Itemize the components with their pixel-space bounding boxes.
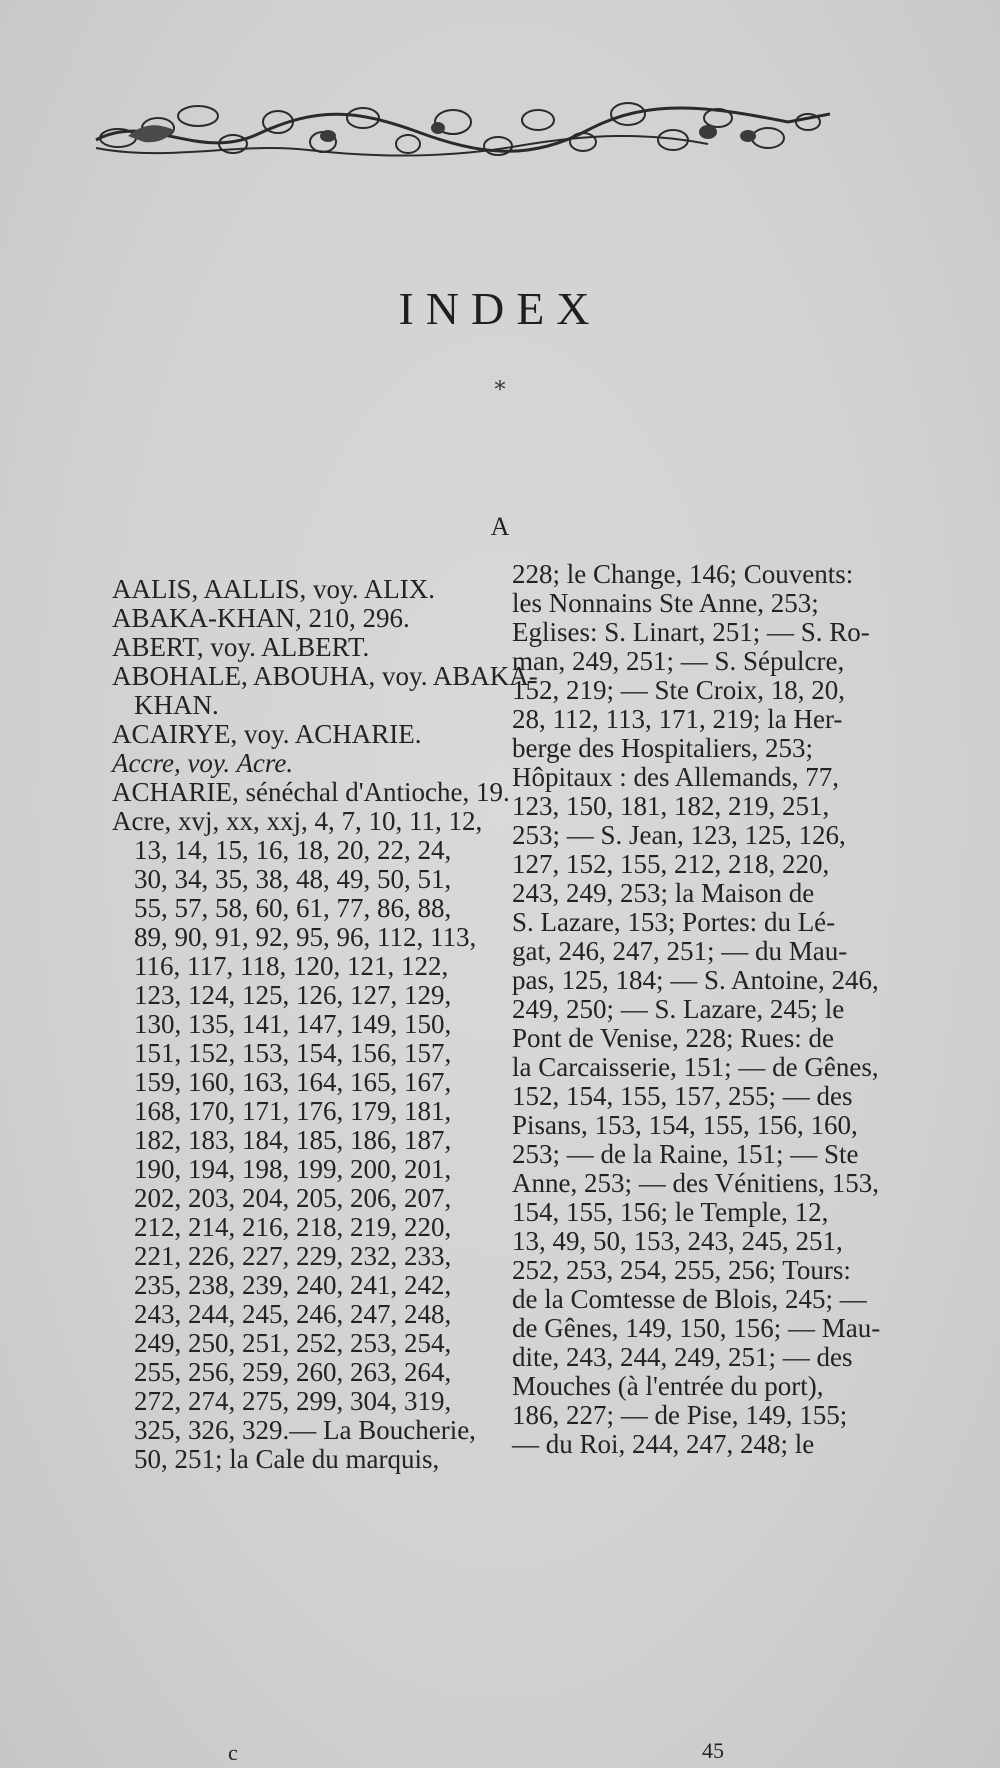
- index-line: S. Lazare, 153; Portes: du Lé-: [512, 907, 836, 937]
- index-line: 212, 214, 216, 218, 219, 220,: [134, 1212, 452, 1242]
- index-line: Eglises: S. Linart, 251; — S. Ro-: [512, 617, 870, 647]
- index-line: ACHARIE, sénéchal d'Antioche, 19.: [112, 777, 510, 807]
- index-line: 30, 34, 35, 38, 48, 49, 50, 51,: [134, 864, 452, 894]
- index-line: 28, 112, 113, 171, 219; la Her-: [512, 704, 843, 734]
- index-line: 89, 90, 91, 92, 95, 96, 112, 113,: [134, 922, 477, 952]
- index-line: 152, 219; — Ste Croix, 18, 20,: [512, 675, 846, 705]
- index-line: 243, 244, 245, 246, 247, 248,: [134, 1299, 452, 1329]
- index-line: Acre, xvj, xx, xxj, 4, 7, 10, 11, 12,: [112, 806, 483, 836]
- index-line: dite, 243, 244, 249, 251; — des: [512, 1342, 853, 1372]
- index-line: pas, 125, 184; — S. Antoine, 246,: [512, 965, 879, 995]
- index-line: Pisans, 153, 154, 155, 156, 160,: [512, 1110, 858, 1140]
- index-line: 252, 253, 254, 255, 256; Tours:: [512, 1255, 851, 1285]
- index-line: de la Comtesse de Blois, 245; —: [512, 1284, 867, 1314]
- index-line: Mouches (à l'entrée du port),: [512, 1371, 824, 1401]
- vine-ornament-icon: [88, 92, 840, 172]
- index-column-right: [512, 559, 881, 1459]
- index-line: Pont de Venise, 228; Rues: de: [512, 1023, 834, 1053]
- index-line: 13, 49, 50, 153, 243, 245, 251,: [512, 1226, 843, 1256]
- index-line: les Nonnains Ste Anne, 253;: [512, 588, 819, 618]
- section-letter: A: [490, 512, 510, 541]
- index-line: man, 249, 251; — S. Sépulcre,: [512, 646, 845, 676]
- index-line: ACAIRYE, voy. ACHARIE.: [112, 719, 422, 749]
- index-line: 202, 203, 204, 205, 206, 207,: [134, 1183, 452, 1213]
- index-line: 186, 227; — de Pise, 149, 155;: [512, 1400, 848, 1430]
- index-line: gat, 246, 247, 251; — du Mau-: [512, 936, 848, 966]
- index-line: 13, 14, 15, 16, 18, 20, 22, 24,: [134, 835, 452, 865]
- index-line: 190, 194, 198, 199, 200, 201,: [134, 1154, 452, 1184]
- index-line: 154, 155, 156; le Temple, 12,: [512, 1197, 829, 1227]
- index-line: 243, 249, 253; la Maison de: [512, 878, 815, 908]
- index-line: ABAKA-KHAN, 210, 296.: [112, 603, 410, 633]
- index-line: ABOHALE, ABOUHA, voy. ABAKA-: [112, 661, 538, 691]
- section-ornament-asterisk: *: [494, 378, 506, 403]
- index-column-left: [112, 574, 538, 1474]
- index-line: 255, 256, 259, 260, 263, 264,: [134, 1357, 452, 1387]
- page-number: 45: [702, 1738, 724, 1763]
- index-line: 168, 170, 171, 176, 179, 181,: [134, 1096, 452, 1126]
- index-line: 123, 124, 125, 126, 127, 129,: [134, 980, 452, 1010]
- index-line: 55, 57, 58, 60, 61, 77, 86, 88,: [134, 893, 452, 923]
- index-line: Hôpitaux : des Allemands, 77,: [512, 762, 839, 792]
- signature-mark: c: [228, 1740, 238, 1765]
- index-line: 182, 183, 184, 185, 186, 187,: [134, 1125, 452, 1155]
- index-line: 228; le Change, 146; Couvents:: [512, 559, 854, 589]
- index-line: 152, 154, 155, 157, 255; — des: [512, 1081, 853, 1111]
- index-line: 159, 160, 163, 164, 165, 167,: [134, 1067, 452, 1097]
- index-line: 249, 250; — S. Lazare, 245; le: [512, 994, 845, 1024]
- index-line: 116, 117, 118, 120, 121, 122,: [134, 951, 449, 981]
- index-line: la Carcaisserie, 151; — de Gênes,: [512, 1052, 879, 1082]
- index-line: 272, 274, 275, 299, 304, 319,: [134, 1386, 452, 1416]
- index-line: Accre, voy. Acre.: [112, 748, 294, 778]
- index-line: 221, 226, 227, 229, 232, 233,: [134, 1241, 452, 1271]
- index-line: 123, 150, 181, 182, 219, 251,: [512, 791, 830, 821]
- index-line: 249, 250, 251, 252, 253, 254,: [134, 1328, 452, 1358]
- index-line: 325, 326, 329.— La Boucherie,: [134, 1415, 476, 1445]
- index-line: 130, 135, 141, 147, 149, 150,: [134, 1009, 452, 1039]
- index-line: 253; — de la Raine, 151; — Ste: [512, 1139, 859, 1169]
- index-line: ABERT, voy. ALBERT.: [112, 632, 370, 662]
- index-line: AALIS, AALLIS, voy. ALIX.: [112, 574, 435, 604]
- index-line: 235, 238, 239, 240, 241, 242,: [134, 1270, 452, 1300]
- index-line: 50, 251; la Cale du marquis,: [134, 1444, 440, 1474]
- index-line: berge des Hospitaliers, 253;: [512, 733, 813, 763]
- index-line: 151, 152, 153, 154, 156, 157,: [134, 1038, 452, 1068]
- index-line: 253; — S. Jean, 123, 125, 126,: [512, 820, 846, 850]
- index-line: de Gênes, 149, 150, 156; — Mau-: [512, 1313, 881, 1343]
- index-line: 127, 152, 155, 212, 218, 220,: [512, 849, 830, 879]
- page-title: INDEX: [398, 283, 602, 334]
- index-line: Anne, 253; — des Vénitiens, 153,: [512, 1168, 879, 1198]
- index-line: KHAN.: [134, 690, 219, 720]
- index-line: — du Roi, 244, 247, 248; le: [512, 1429, 815, 1459]
